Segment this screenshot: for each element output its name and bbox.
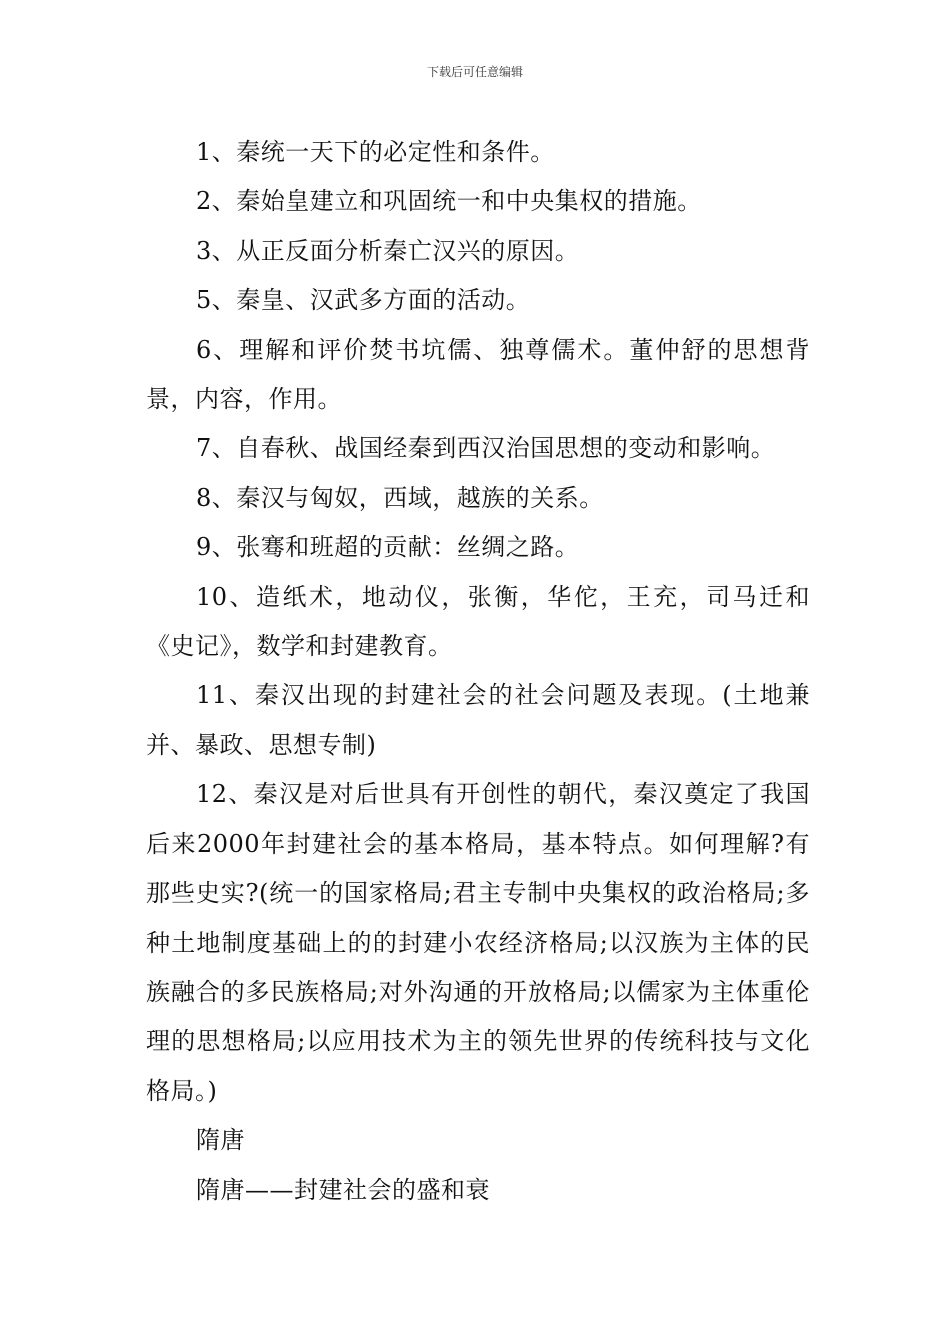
list-item: 8、秦汉与匈奴，西域，越族的关系。: [196, 483, 604, 512]
list-item: 2、秦始皇建立和巩固统一和中央集权的措施。: [196, 187, 702, 216]
section-subtitle: 隋唐——封建社会的盛和衰: [196, 1175, 490, 1204]
list-item: 7、自春秋、战国经秦到西汉治国思想的变动和影响。: [196, 434, 776, 463]
list-item: 6、理解和评价焚书坑儒、独尊儒术。董仲舒的思想背景，内容，作用。: [146, 335, 810, 414]
list-item: 9、张骞和班超的贡献：丝绸之路。: [196, 533, 580, 562]
list-item: 5、秦皇、汉武多方面的活动。: [196, 286, 531, 315]
document-body: [146, 128, 810, 1215]
list-item: 3、从正反面分析秦亡汉兴的原因。: [196, 236, 580, 265]
list-item: 10、造纸术，地动仪，张衡，华佗，王充，司马迁和《史记》，数学和封建教育。: [146, 582, 810, 661]
section-heading: 隋唐: [196, 1126, 245, 1155]
list-item: 11、秦汉出现的封建社会的社会问题及表现。(土地兼并、暴政、思想专制): [146, 681, 810, 759]
list-item: 12、秦汉是对后世具有开创性的朝代，秦汉奠定了我国后来2000年封建社会的基本格局，基本特点。如何理解?有那些史实?(统一的国家格局;君主专制中央集权的政治格局;多种土地制度基础上的的封建小农经济格局;以汉族为主体的民族融合的多民族格局;对外沟通的开放格局;以儒家为主体重伦理的思想格局;以应用技术为主的领先世界的传统科技与文化格局。): [146, 780, 810, 1105]
page-header: 下载后可任意编辑: [426, 65, 523, 79]
list-item: 1、秦统一天下的必定性和条件。: [196, 138, 555, 166]
